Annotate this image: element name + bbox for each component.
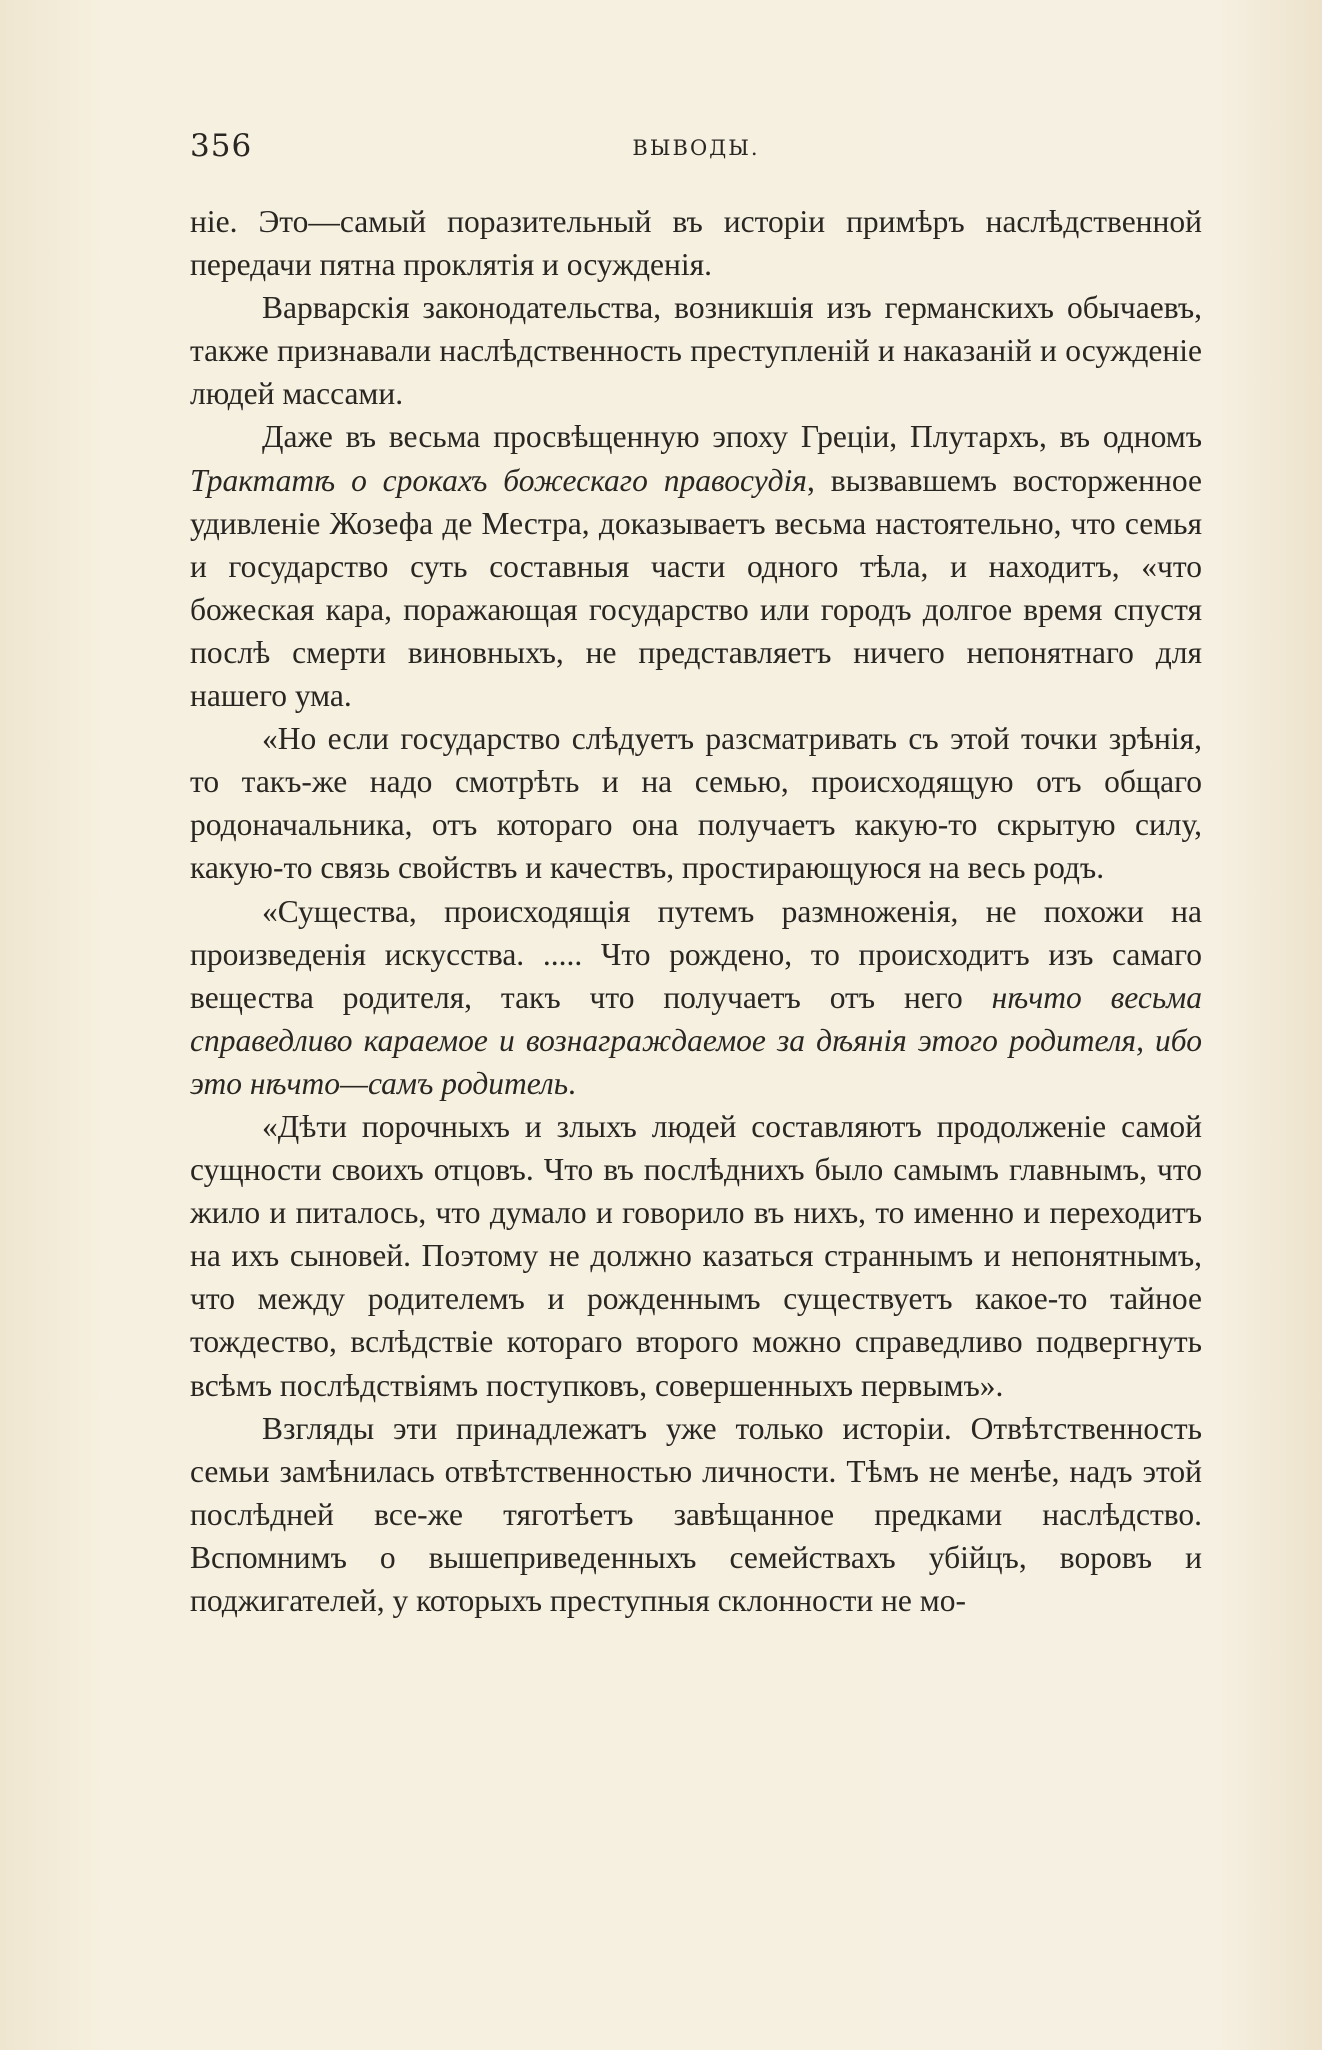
text-run: Варварскія законодательства, возникшія изъ германскихъ обычаевъ, также признавали наслѣдственность преступленій и наказаній и осужденіе людей массами. <box>190 290 1202 412</box>
running-head: ВЫВОДЫ. <box>632 136 760 160</box>
text-run: «Но если государство слѣдуетъ разсматривать съ этой точки зрѣнія, то такъ-же надо смотрѣть и на семью, происходящую отъ общаго родоначальника, отъ котораго она получаетъ какую-то скрытую силу, какую-то связь свойствъ и качествъ, простирающуюся на весь родъ. <box>190 721 1202 886</box>
text-run: «Дѣти порочныхъ и злыхъ людей составляютъ продолженіе самой сущности своихъ отцовъ. Что въ послѣднихъ было самымъ главнымъ, что жило и питалось, что думало и говорило въ нихъ, то именно и переходитъ на ихъ сыновей. Поэтому не должно казаться страннымъ и непонятнымъ, что между родителемъ и рожденнымъ существуетъ какое-то тайное тождество, вслѣдствіе котораго второго можно справедливо подвергнуть всѣмъ послѣдствіямъ поступковъ, совершенныхъ первымъ». <box>190 1108 1202 1403</box>
paragraph <box>190 717 1202 889</box>
page-number: 356 <box>190 128 253 164</box>
paragraph <box>190 1407 1202 1622</box>
body-text <box>190 200 1202 1622</box>
text-run: Даже въ весьма просвѣщенную эпоху Греціи, Плутархъ, въ одномъ <box>262 419 1202 455</box>
text-run: Взгляды эти принадлежатъ уже только исторіи. Отвѣтственность семьи замѣнилась отвѣтственностью личности. Тѣмъ не менѣе, надъ этой послѣдней все-же тяготѣетъ завѣщанное предками наслѣдство. Вспомнимъ о вышеприведенныхъ семействахъ убійцъ, воровъ и поджигателей, у которыхъ преступныя склонности не мо- <box>190 1410 1202 1618</box>
paragraph <box>190 890 1202 1105</box>
paragraph <box>190 415 1202 717</box>
text-run: ніе. Это—самый поразительный въ исторіи примѣръ наслѣдственной передачи пятна проклятія и осужденія. <box>190 204 1202 283</box>
paragraph <box>190 200 1202 286</box>
text-run: «Существа, происходящія путемъ размноженія, не похожи на произведенія искусства. ..... Что рождено, то происходитъ изъ самаго вещества родителя, такъ что получаетъ отъ него <box>190 893 1202 1015</box>
paragraph <box>190 1105 1202 1407</box>
page-header <box>190 128 1202 178</box>
italic-text: Трактатѣ о срокахъ божескаго правосудія <box>190 462 807 498</box>
italic-text: нѣчто весьма справедливо караемое и вознаграждаемое за дѣянія этого родителя, ибо это нѣчто—самъ родитель <box>190 979 1203 1101</box>
text-run: . <box>568 1065 576 1101</box>
paragraph <box>190 286 1202 415</box>
text-run: , вызвавшемъ восторженное удивленіе Жозефа де Местра, доказываетъ весьма настоятельно, что семья и государство суть составныя части одного тѣла, и находитъ, «что божеская кара, поражающая государство или городъ долгое время спустя послѣ смерти виновныхъ, не представляетъ ничего непонятнаго для нашего ума. <box>190 462 1202 714</box>
